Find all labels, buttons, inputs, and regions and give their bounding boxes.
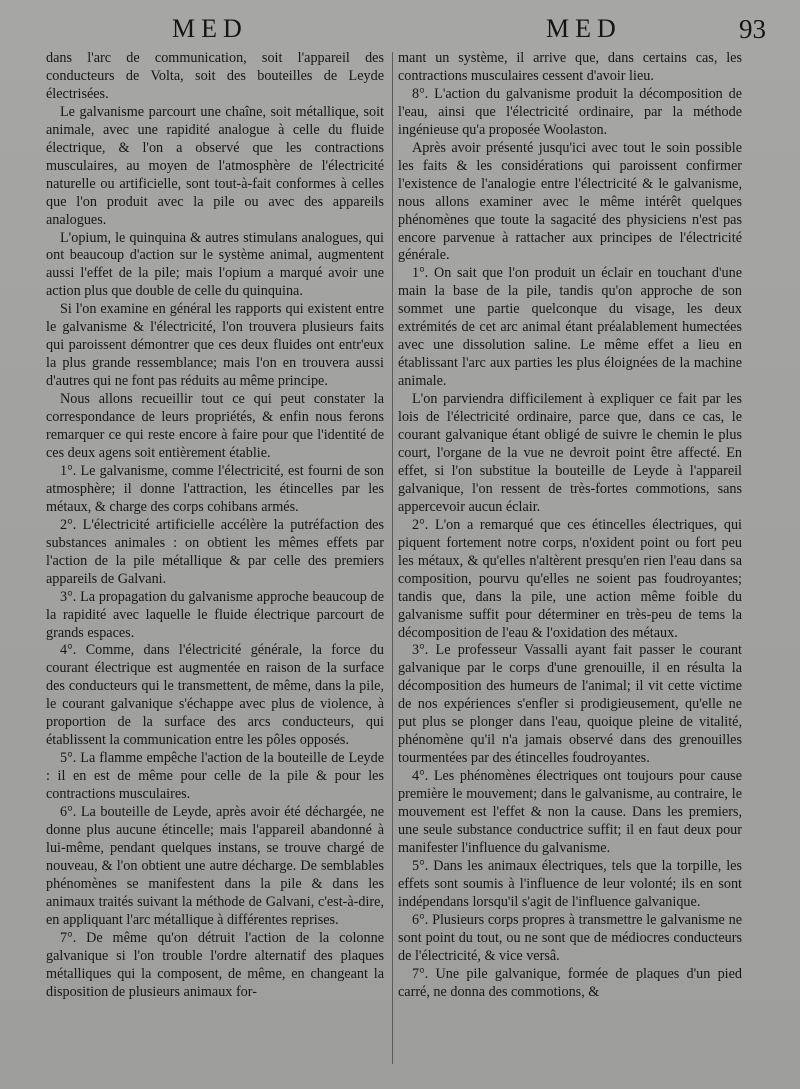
header-right-word: MED <box>546 14 622 43</box>
paragraph: 2°. L'on a remarqué que ces étincelles électriques, qui piquent fortement notre corps, n'oxident point ou fort peu les métaux, & qu'elles n'altèrent presqu'en rien l'eau dans sa composition, pourvu qu'elles ne soient pas foudroyantes; tandis que, dans la pile, une action même foible du galvanisme suffit pour déterminer en très-peu de tems la décomposition de l'eau & l'oxidation des métaux. <box>398 516 742 641</box>
header-left-word: MED <box>172 14 248 43</box>
paragraph: L'opium, le quinquina & autres stimulans analogues, qui ont beaucoup d'action sur le système animal, augmentent aussi l'effet de la pile; mais l'opium a marqué avoir une action plus que double de celle du quinquina. <box>46 229 384 300</box>
paragraph: 3°. La propagation du galvanisme approche beaucoup de la rapidité avec laquelle le fluide électrique parcourt de grands espaces. <box>46 588 384 641</box>
column-divider <box>392 52 393 1064</box>
paragraph: 7°. De même qu'on détruit l'action de la colonne galvanique si l'on trouble l'ordre alternatif des plaques métalliques qui la composent, de même, en changeant la disposition de plusieurs animaux for- <box>46 929 384 1000</box>
paragraph: 5°. Dans les animaux électriques, tels que la torpille, les effets sont soumis à l'influence de leur volonté; ils en sont indépendans lorsqu'il s'agit de l'influence galvanique. <box>398 857 742 910</box>
left-column <box>46 50 384 1002</box>
running-header <box>44 14 770 48</box>
paragraph: Le galvanisme parcourt une chaîne, soit métallique, soit animale, avec une rapidité analogue à celle du fluide électrique, & l'on a observé que les contractions musculaires, au moyen de l'atmosphère de l'électricité naturelle ou artificielle, sont tout-à-fait conformes à celles que l'on produit avec la pile ou avec des appareils analogues. <box>46 103 384 228</box>
paragraph: mant un système, il arrive que, dans certains cas, les contractions musculaires cessent d'avoir lieu. <box>398 50 742 84</box>
paragraph: 4°. Les phénomènes électriques ont toujours pour cause première le mouvement; dans le galvanisme, au contraire, le mouvement est l'effet & non la cause. Dans les premiers, une seule substance conductrice suffit; il en faut deux pour manifester l'influence du galvanisme. <box>398 768 742 856</box>
paragraph: 7°. Une pile galvanique, formée de plaques d'un pied carré, ne donna des commotions, & <box>398 965 742 1000</box>
paragraph: Après avoir présenté jusqu'ici avec tout le soin possible les faits & les considérations qui paroissent confirmer l'existence de l'analogie entre l'électricité & le galvanisme, nous allons examiner avec le même intérêt quelques phénomènes que toute la sagacité des physiciens n'est pas encore parvenue à rattacher aux principes de l'électricité générale. <box>398 139 742 264</box>
paragraph: L'on parviendra difficilement à expliquer ce fait par les lois de l'électricité ordinaire, parce que, dans ce cas, le courant galvanique étant obligé de suivre le chemin le plus court, l'organe de la vue ne devroit point être affecté. En effet, si l'on substitue la bouteille de Leyde à l'appareil galvanique, l'on ressent de très-fortes commotions, sans appercevoir aucun éclair. <box>398 391 742 515</box>
paragraph: Si l'on examine en général les rapports qui existent entre le galvanisme & l'électricité, l'on trouvera plusieurs faits qui paroissent démontrer que ces deux fluides ont entr'eux la plus grande ressemblance; mais l'on en trouvera aussi d'autres qui ne font pas réduits au même principe. <box>46 301 384 390</box>
right-column <box>398 50 742 1002</box>
page-number: 93 <box>739 14 766 44</box>
paragraph: dans l'arc de communication, soit l'appareil des conducteurs de Volta, soit des bouteilles de Leyde électrisées. <box>46 50 384 102</box>
paragraph: 6°. La bouteille de Leyde, après avoir été déchargée, ne donne plus aucune étincelle; mais l'appareil abandonné à lui-même, pendant quelques instans, se trouve chargé de nouveau, & l'on obtient une autre décharge. De semblables phénomènes se manifestent dans la pile & dans les animaux traités suivant la méthode de Galvani, c'est-à-dire, en appliquant l'arc métallique à différentes reprises. <box>46 804 384 928</box>
paragraph: 1°. On sait que l'on produit un éclair en touchant d'une main la base de la pile, tandis qu'on approche de son sommet une partie quelconque du visage, les deux extrémités de cet arc animal étant préalablement humectées avec une dissolution saline. Le même effet a lieu en établissant l'arc aux parties les plus éloignées de la machine animale. <box>398 265 742 390</box>
paragraph: 4°. Comme, dans l'électricité générale, la force du courant électrique est augmentée en raison de la surface des conducteurs qui le transmettent, de même, dans la pile, le courant galvanique s'échappe avec plus de violence, à proportion de la surface des arcs conducteurs, qui établissent la communication entre les pôles opposés. <box>46 642 384 749</box>
paragraph: 8°. L'action du galvanisme produit la décomposition de l'eau, ainsi que l'électricité ordinaire, par la méthode ingénieuse qu'a proposée Woolaston. <box>398 85 742 138</box>
paragraph: 3°. Le professeur Vassalli ayant fait passer le courant galvanique par le corps d'une grenouille, il en résulta la décomposition des humeurs de l'animal; il vit cette victime de nos expériences s'enfler si prodigieusement, qu'elle ne put plus se plonger dans l'eau, quoique pleine de vitalité, phénomène qu'il n'a jamais observé dans des grenouilles tourmentées par des étincelles foudroyantes. <box>398 642 742 767</box>
paragraph: 5°. La flamme empêche l'action de la bouteille de Leyde : il en est de même pour celle de la pile & pour les contractions musculaires. <box>46 750 384 803</box>
paragraph: 2°. L'électricité artificielle accélère la putréfaction des substances animales : on obtient les mêmes effets par l'action de la pile métallique & par celle des premiers appareils de Galvani. <box>46 516 384 587</box>
paragraph: 1°. Le galvanisme, comme l'électricité, est fourni de son atmosphère; il donne l'attraction, les étincelles par les métaux, & charge des corps cohibans armés. <box>46 462 384 515</box>
paragraph: Nous allons recueillir tout ce qui peut constater la correspondance de leurs propriétés, & enfin nous ferons remarquer ce qui reste encore à faire pour que l'identité de ces deux agens soit entièrement établie. <box>46 391 384 461</box>
paragraph: 6°. Plusieurs corps propres à transmettre le galvanisme ne sont point du tout, ou ne sont que de médiocres conducteurs de l'électricité, & vice versâ. <box>398 911 742 964</box>
